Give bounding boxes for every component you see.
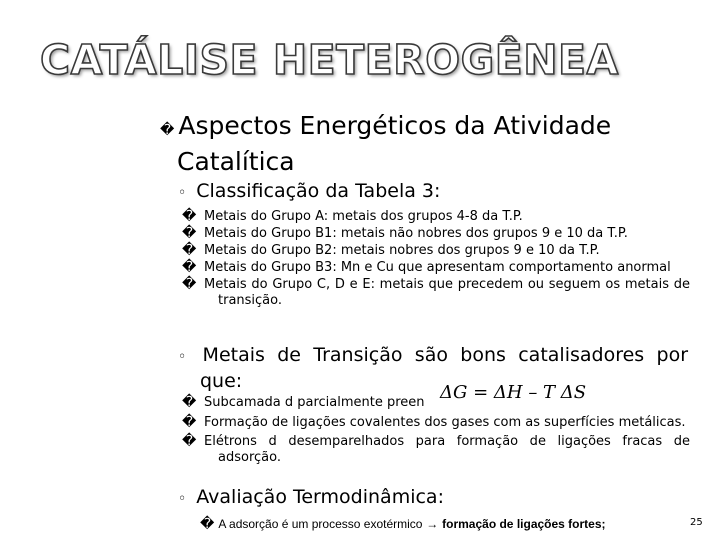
circle-bullet-icon: ◦ [178,491,187,507]
square-bullet-icon: � [200,516,215,532]
list-item: � Metais do Grupo B2: metais nobres dos grupos 9 e 10 da T.P. [182,242,600,258]
transicao-heading-row [178,343,688,393]
termo-heading: Avaliação Termodinâmica: [196,486,444,508]
termo-heading-row [178,486,688,508]
classificacao-heading: Classificação da Tabela 3: [196,180,441,202]
arrow-right-icon: → [426,517,439,531]
list-item: � Elétrons d desemparelhados para formação de ligações fracas de adsorção. [182,433,690,465]
list-item: � Metais do Grupo B3: Mn e Cu que apresentam comportamento anormal [182,259,671,275]
square-bullet-icon: � [160,122,175,138]
list-item: � Metais do Grupo A: metais dos grupos 4-8 da T.P. [182,208,523,224]
page-number: 25 [690,517,703,528]
level1-line1: Aspectos Energéticos da Atividade [178,111,612,140]
list-item: � Formação de ligações covalentes dos gases com as superfícies metálicas. [182,414,686,430]
transicao-item-0: � Subcamada d parcialmente preen [182,394,425,410]
classificacao-list [182,208,690,309]
level1-line2: Catalítica [177,147,295,176]
circle-bullet-icon: ◦ [178,349,193,365]
termo-item: � A adsorção é um processo exotérmico → formação de ligações fortes; [200,516,606,532]
slide-title: CATÁLISE HETEROGÊNEA [40,36,619,84]
level1-bullet [160,110,690,178]
gibbs-formula: ΔG = ΔH – T ΔS [440,382,587,403]
transicao-heading-line1: Metais de Transição são bons catalisadores por [202,344,689,366]
list-item: � Metais do Grupo C, D e E: metais que precedem ou seguem os metais de transição. [182,276,690,308]
classificacao-heading-row [178,180,688,202]
list-item: � Metais do Grupo B1: metais não nobres dos grupos 9 e 10 da T.P. [182,225,628,241]
transicao-list [182,414,690,466]
circle-bullet-icon: ◦ [178,185,187,201]
transicao-heading-line2: que: [200,370,243,392]
